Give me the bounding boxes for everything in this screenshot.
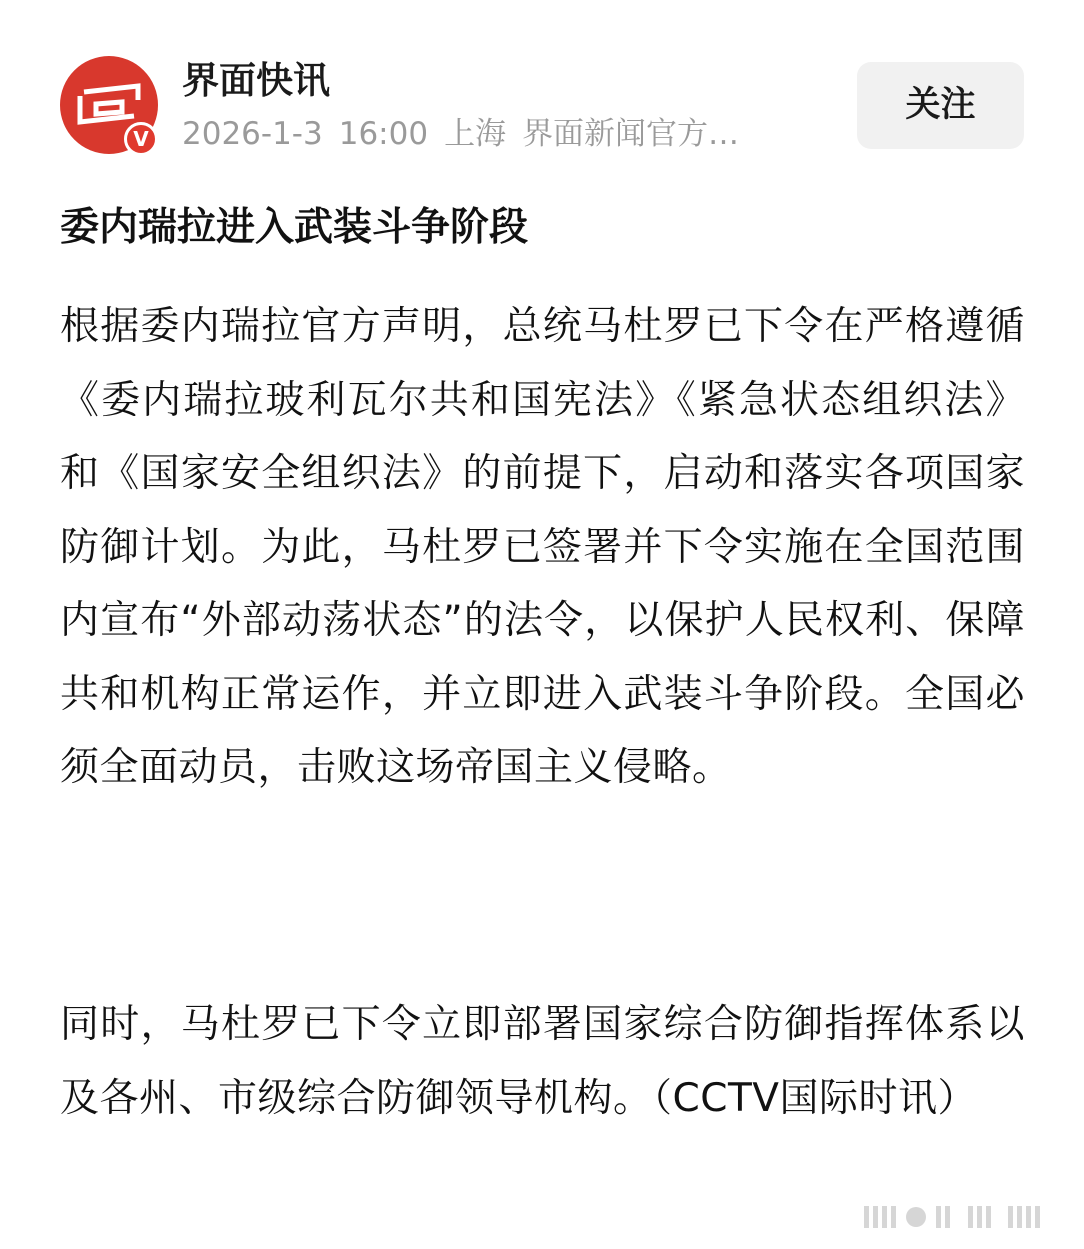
post-meta [182,112,822,156]
platform-watermark-icon [858,1200,1058,1234]
follow-button[interactable]: 关注 [857,62,1024,149]
post-time: 16:00 [338,116,429,152]
post-date: 2026-1-3 [182,116,323,152]
post-title: 委内瑞拉进入武装斗争阶段 [60,205,529,250]
author-name[interactable]: 界面快讯 [182,59,330,102]
post-source: 界面新闻官方… [522,116,740,152]
post-paragraph: 根据委内瑞拉官方声明，总统马杜罗已下令在严格遵循《委内瑞拉玻利瓦尔共和国宪法》《紧急状态组织法》和《国家安全组织法》的前提下，启动和落实各项国家防御计划。为此，马杜罗已签署并下令实施在全国范围内宣布“外部动荡状态”的法令，以保护人民权利、保障共和机构正常运作，并立即进入武装斗争阶段。全国必须全面动员，击败这场帝国主义侵略。 [60,304,1025,790]
post-header [60,50,1024,160]
author-avatar[interactable] [60,56,158,154]
post-paragraph: 同时，马杜罗已下令立即部署国家综合防御指挥体系以及各州、市级综合防御领导机构。（CCTV国际时讯） [60,1002,1025,1121]
verified-icon: V [124,122,158,156]
post-location: 上海 [444,116,507,152]
